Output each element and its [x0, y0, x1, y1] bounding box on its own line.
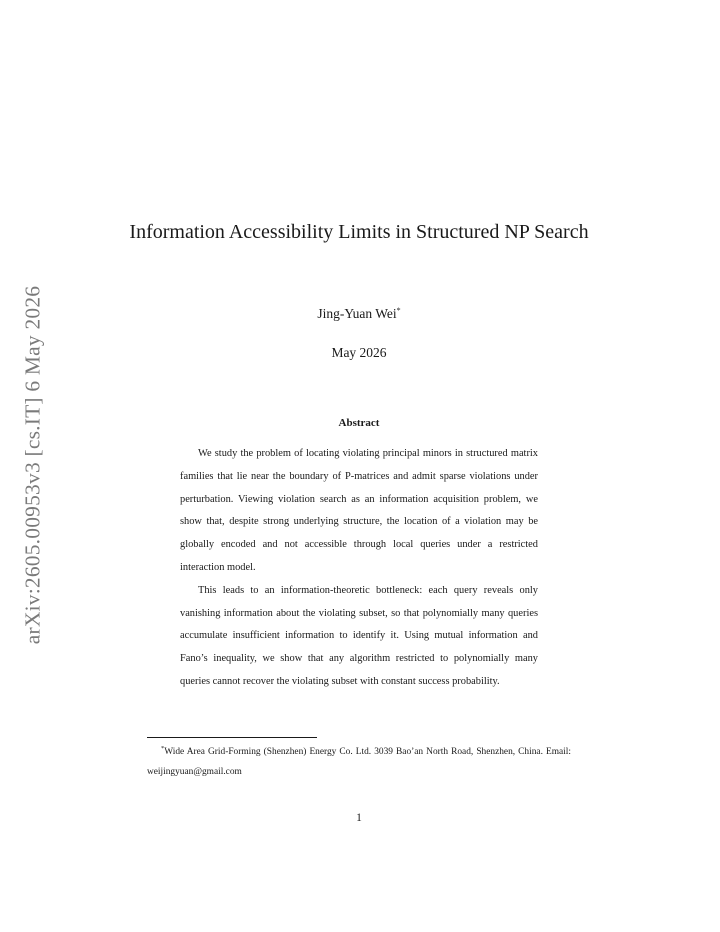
paper-title: Information Accessibility Limits in Structured NP Search — [129, 221, 589, 243]
page-number: 1 — [356, 812, 362, 824]
author-name: Jing-Yuan Wei — [317, 306, 397, 321]
arxiv-identifier-stamp: arXiv:2605.00953v3 [cs.IT] 6 May 2026 — [20, 285, 45, 645]
abstract-paragraph-1: We study the problem of locating violating principal minors in structured matrix families that lie near the boundary of P-matrices and admit sparse violations under perturbation. Viewing violation search as an information acquisition problem, we show that, despite strong underlying structure, the location of a violation may be globally encoded and not accessible through local queries under a restricted interaction model. — [180, 448, 538, 573]
abstract-body — [180, 443, 538, 694]
footnote-text: Wide Area Grid-Forming (Shenzhen) Energy Co. Ltd. 3039 Bao’an North Road, Shenzhen, China. Email: weijingyuan@gmail.com — [147, 747, 571, 777]
publication-date: May 2026 — [331, 345, 387, 360]
affiliation-footnote — [147, 739, 571, 782]
abstract-paragraph-2: This leads to an information-theoretic bottleneck: each query reveals only vanishing information about the violating subset, so that polynomially many queries accumulate insufficient information to identify it. Using mutual information and Fano’s inequality, we show that any algorithm restricted to polynomially many queries cannot recover the violating subset with constant success probability. — [180, 584, 538, 687]
author-line — [100, 306, 618, 322]
abstract-heading: Abstract — [338, 417, 380, 429]
footnote-rule — [147, 737, 317, 738]
footnote-mark: * — [161, 745, 165, 752]
author-footnote-mark: * — [396, 306, 401, 315]
